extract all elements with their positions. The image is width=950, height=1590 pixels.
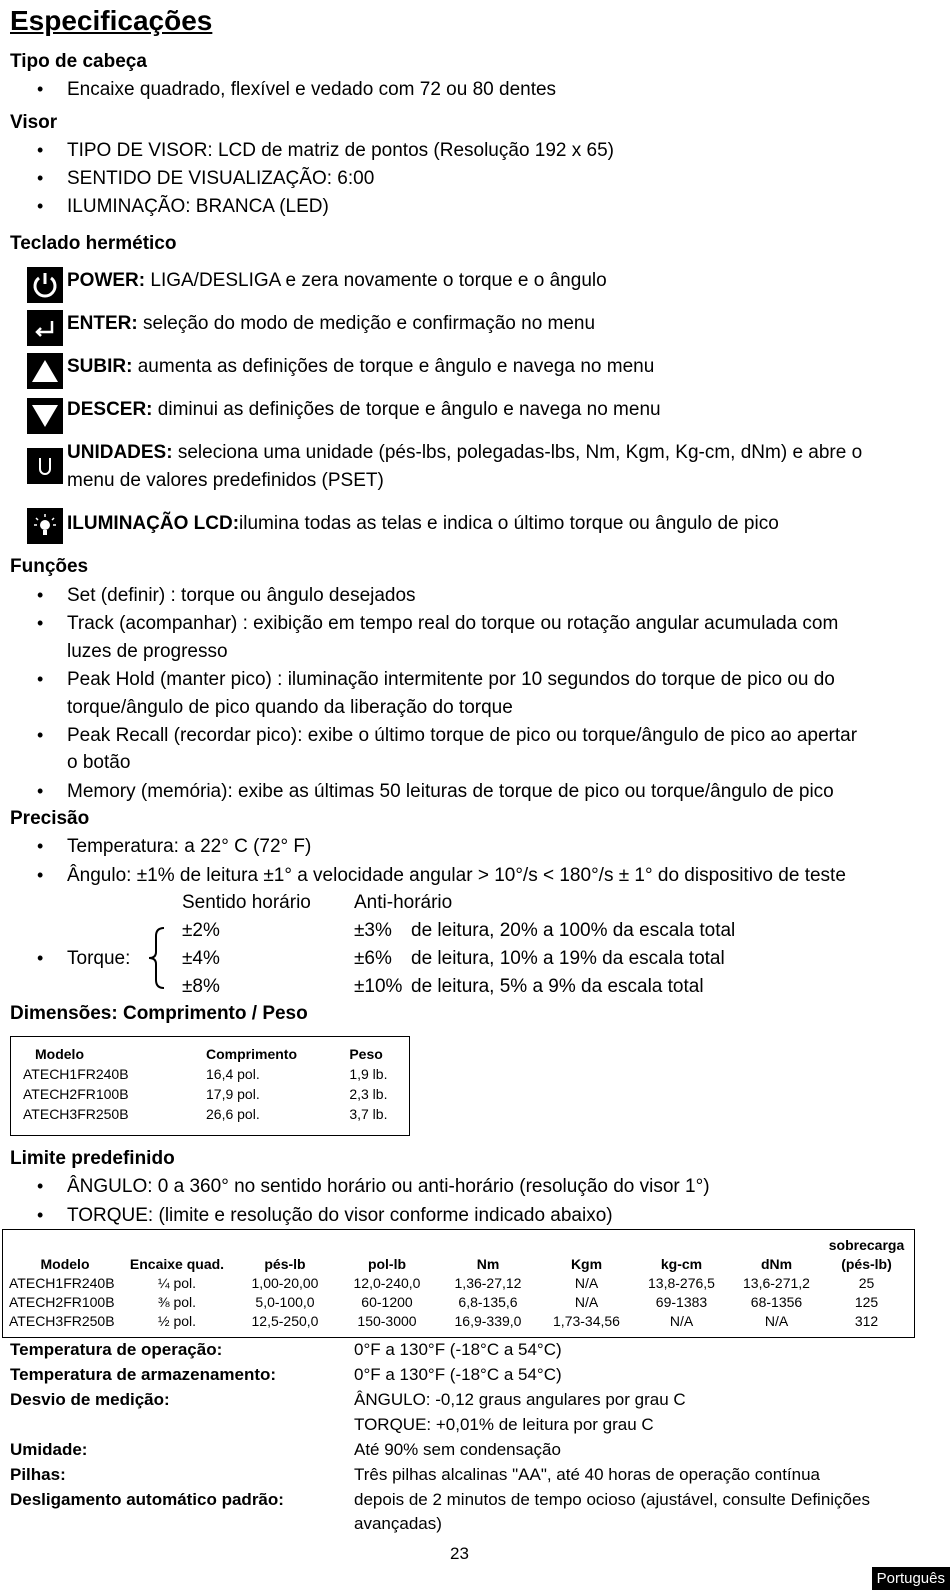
torque-ccw: ±6% — [354, 948, 392, 969]
table-header: kg-cm — [660, 1255, 703, 1272]
torque-desc: de leitura, 10% a 19% da escala total — [411, 948, 725, 969]
function-item-cont: torque/ângulo de pico quando da liberação do torque — [67, 697, 513, 718]
table-cell: 5,0-100,0 — [255, 1293, 315, 1310]
spec-label: Desvio de medição: — [10, 1390, 170, 1409]
keypad-heading: Teclado hermético — [10, 233, 177, 254]
torque-ccw: ±3% — [354, 920, 392, 941]
key-name: ENTER: — [67, 313, 138, 334]
table-cell: 16,9-339,0 — [454, 1312, 522, 1329]
table-cell: 17,9 pol. — [206, 1086, 260, 1102]
ccw-header: Anti-horário — [354, 892, 453, 913]
up-arrow-icon — [27, 353, 63, 389]
key-desc: diminui as definições de torque e ângulo e navega no menu — [152, 399, 661, 420]
function-item: • Set (definir) : torque ou ângulo desejados — [67, 585, 416, 607]
table-cell: ATECH2FR100B — [9, 1293, 115, 1310]
table-cell: 1,73-34,56 — [553, 1312, 620, 1329]
table-cell: 1,00-20,00 — [251, 1274, 319, 1291]
table-cell: ATECH1FR240B — [23, 1066, 129, 1082]
table-cell: N/A — [764, 1312, 789, 1329]
spec-value: ÂNGULO: -0,12 graus angulares por grau C — [354, 1390, 686, 1409]
page-number: 23 — [450, 1544, 469, 1563]
table-header-row — [9, 1235, 909, 1254]
precision-heading: Precisão — [10, 808, 90, 829]
table-row — [23, 1064, 409, 1084]
spec-value-cont: TORQUE: +0,01% de leitura por grau C — [354, 1415, 654, 1434]
table-header: Encaixe quad. — [129, 1255, 225, 1272]
table-row — [9, 1311, 909, 1330]
table-header: Modelo — [35, 1046, 84, 1062]
spec-label: Temperatura de operação: — [10, 1340, 223, 1359]
key-units-row — [67, 442, 862, 464]
key-up-row — [67, 356, 654, 378]
table-cell: 60-1200 — [361, 1293, 413, 1310]
key-desc: aumenta as definições de torque e ângulo e navega no menu — [132, 356, 655, 377]
table-header-row — [23, 1044, 409, 1064]
key-enter-row — [67, 313, 595, 335]
table-cell: 13,6-271,2 — [743, 1274, 810, 1291]
table-cell: 26,6 pol. — [206, 1106, 260, 1122]
table-cell: ATECH2FR100B — [23, 1086, 129, 1102]
dimensions-table-box — [10, 1036, 410, 1136]
torque-cw: ±4% — [182, 948, 220, 969]
torque-cw: ±8% — [182, 976, 220, 997]
head-type-heading: Tipo de cabeça — [10, 51, 147, 72]
preset-item: • TORQUE: (limite e resolução do visor conforme indicado abaixo) — [67, 1205, 613, 1227]
table-cell: 68-1356 — [750, 1293, 803, 1310]
down-arrow-icon — [27, 398, 63, 434]
table-row — [23, 1104, 409, 1124]
display-item: • TIPO DE VISOR: LCD de matriz de pontos (Resolução 192 x 65) — [67, 140, 614, 162]
spec-label: Temperatura de armazenamento: — [10, 1365, 277, 1384]
spec-value: depois de 2 minutos de tempo ocioso (ajustável, consulte Definições — [354, 1490, 870, 1509]
key-desc: LIGA/DESLIGA e zera novamente o torque e o ângulo — [145, 270, 607, 291]
display-item: • SENTIDO DE VISUALIZAÇÃO: 6:00 — [67, 168, 374, 190]
table-cell: ATECH3FR250B — [23, 1106, 129, 1122]
preset-table-box — [2, 1229, 915, 1338]
spec-label: Desligamento automático padrão: — [10, 1490, 284, 1509]
spec-value-cont: avançadas) — [354, 1514, 442, 1533]
table-row — [9, 1292, 909, 1311]
head-type-item: • Encaixe quadrado, flexível e vedado com 72 ou 80 dentes — [67, 79, 556, 101]
language-tab: Português — [872, 1567, 950, 1590]
table-cell: 25 — [858, 1274, 875, 1291]
torque-desc: de leitura, 5% a 9% da escala total — [411, 976, 704, 997]
table-cell: 125 — [854, 1293, 879, 1310]
table-cell: N/A — [574, 1293, 599, 1310]
key-backlight-row — [67, 513, 779, 535]
precision-angle: • Ângulo: ±1% de leitura ±1° a velocidade angular > 10°/s < 180°/s ± 1° do dispositivo de teste — [67, 865, 846, 887]
table-header: sobrecarga — [828, 1236, 905, 1253]
backlight-icon — [27, 508, 63, 544]
table-header: Nm — [476, 1255, 500, 1272]
table-cell: 150-3000 — [357, 1312, 417, 1329]
key-name: ILUMINAÇÃO LCD: — [67, 513, 240, 534]
spec-value: 0°F a 130°F (-18°C a 54°C) — [354, 1365, 562, 1384]
key-desc: seleção do modo de medição e confirmação no menu — [137, 313, 596, 334]
power-icon — [27, 267, 63, 303]
table-header: (pés-lb) — [841, 1255, 892, 1272]
functions-heading: Funções — [10, 556, 89, 577]
table-cell: 1,9 lb. — [349, 1066, 388, 1082]
spec-value: Até 90% sem condensação — [354, 1440, 561, 1459]
table-cell: 2,3 lb. — [349, 1086, 388, 1102]
page-title: Especificações — [10, 5, 213, 36]
table-cell: N/A — [669, 1312, 694, 1329]
table-cell: 69-1383 — [655, 1293, 708, 1310]
key-name: POWER: — [67, 270, 146, 291]
table-header: Modelo — [40, 1255, 90, 1272]
torque-desc: de leitura, 20% a 100% da escala total — [411, 920, 736, 941]
key-name: SUBIR: — [67, 356, 133, 377]
table-header: Peso — [349, 1046, 383, 1062]
table-cell: 312 — [854, 1312, 879, 1329]
spec-label: Pilhas: — [10, 1465, 66, 1484]
table-cell: 3,7 lb. — [349, 1106, 388, 1122]
function-item-cont: luzes de progresso — [67, 641, 228, 662]
table-header: Kgm — [570, 1255, 603, 1272]
spec-label: Umidade: — [10, 1440, 88, 1459]
spec-value: 0°F a 130°F (-18°C a 54°C) — [354, 1340, 562, 1359]
table-header-row — [9, 1254, 909, 1273]
function-item: • Peak Recall (recordar pico): exibe o último torque de pico ou torque/ângulo de pico ao apertar — [67, 725, 857, 747]
function-item: • Track (acompanhar) : exibição em tempo real do torque ou rotação angular acumulada com — [67, 613, 838, 635]
table-header: Comprimento — [206, 1046, 297, 1062]
dimensions-heading: Dimensões: Comprimento / Peso — [10, 1003, 308, 1024]
table-header: pol-lb — [367, 1255, 407, 1272]
dimensions-table — [23, 1044, 409, 1124]
table-cell: 16,4 pol. — [206, 1066, 260, 1082]
table-cell: ⅜ pol. — [157, 1293, 197, 1310]
function-item: • Peak Hold (manter pico) : iluminação intermitente por 10 segundos do torque de pico ou do — [67, 669, 835, 691]
key-name: UNIDADES: — [67, 442, 173, 463]
table-cell: ATECH3FR250B — [9, 1312, 115, 1329]
table-cell: 12,5-250,0 — [251, 1312, 319, 1329]
display-heading: Visor — [10, 112, 58, 133]
key-desc: seleciona uma unidade (pés-lbs, polegadas-lbs, Nm, Kgm, Kg-cm, dNm) e abre o — [172, 442, 863, 463]
enter-icon — [27, 310, 63, 346]
table-cell: 12,0-240,0 — [353, 1274, 421, 1291]
table-header: dNm — [760, 1255, 793, 1272]
key-desc: ilumina todas as telas e indica o último torque ou ângulo de pico — [239, 513, 779, 534]
key-name: DESCER: — [67, 399, 153, 420]
torque-label: • Torque: — [67, 948, 130, 970]
table-cell: N/A — [574, 1274, 599, 1291]
function-item-cont: o botão — [67, 752, 131, 773]
display-item: • ILUMINAÇÃO: BRANCA (LED) — [67, 196, 329, 218]
table-cell: ATECH1FR240B — [9, 1274, 115, 1291]
table-row — [23, 1084, 409, 1104]
torque-ccw: ±10% — [354, 976, 403, 997]
key-units-desc-cont: menu de valores predefinidos (PSET) — [67, 470, 384, 491]
spec-value: Três pilhas alcalinas "AA", até 40 horas de operação contínua — [354, 1465, 820, 1484]
key-down-row — [67, 399, 661, 421]
table-cell: ¼ pol. — [157, 1274, 197, 1291]
table-cell: 6,8-135,6 — [458, 1293, 518, 1310]
table-cell: 13,8-276,5 — [648, 1274, 715, 1291]
preset-item: • ÂNGULO: 0 a 360° no sentido horário ou anti-horário (resolução do visor 1°) — [67, 1176, 710, 1198]
cw-header: Sentido horário — [182, 892, 311, 913]
precision-temperature: • Temperatura: a 22° C (72° F) — [67, 836, 311, 858]
table-header: pés-lb — [264, 1255, 306, 1272]
brace-icon — [146, 926, 168, 990]
preset-heading: Limite predefinido — [10, 1148, 175, 1169]
torque-cw: ±2% — [182, 920, 220, 941]
function-item: • Memory (memória): exibe as últimas 50 leituras de torque de pico ou torque/ângulo de pico — [67, 781, 834, 803]
table-cell: 1,36-27,12 — [454, 1274, 522, 1291]
table-cell: ½ pol. — [157, 1312, 197, 1329]
units-icon — [27, 448, 63, 484]
preset-table — [9, 1235, 909, 1330]
key-power-row — [67, 270, 607, 292]
table-row — [9, 1273, 909, 1292]
